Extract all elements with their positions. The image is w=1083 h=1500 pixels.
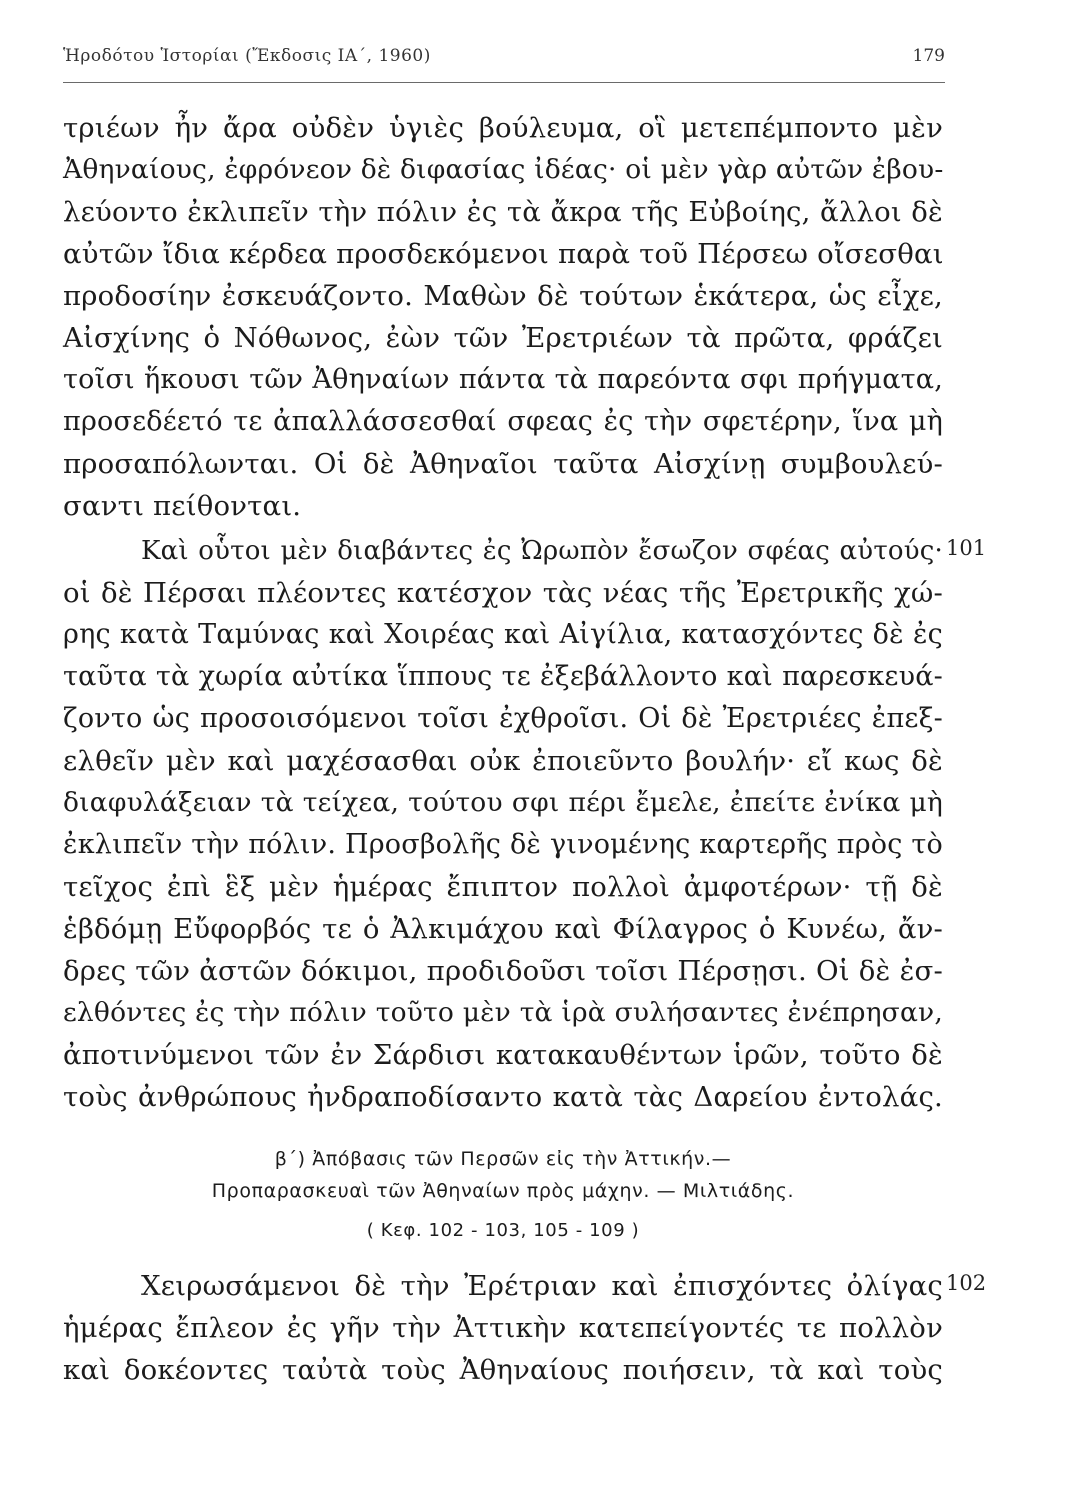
text-line: ταῦτα τὰ χωρία αὐτίκα ἵππους τε ἐξεβάλλοντο καὶ παρεσκευά- xyxy=(63,661,943,692)
text-line: οἱ δὲ Πέρσαι πλέοντες κατέσχον τὰς νέας τῆς Ἐρετρικῆς χώ- xyxy=(63,577,943,609)
text-line: Ἀθηναίους, ἐφρόνεον δὲ διφασίας ἰδέας· οἱ μὲν γὰρ αὐτῶν ἐβου- xyxy=(63,154,944,185)
text-line: αὐτῶν ἴδια κέρδεα προσδεκόμενοι παρὰ τοῦ Πέρσεω οἴσεσθαι xyxy=(63,238,944,270)
text-line: διαφυλάξειαν τὰ τείχεα, τούτου σφι πέρι ἔμελε, ἐπείτε ἐνίκα μὴ xyxy=(63,787,943,818)
text-line: Καὶ οὗτοι μὲν διαβάντες ἐς Ὠρωπὸν ἔσωζον σφέας αὐτούς· xyxy=(141,536,943,566)
text-line: ἐκλιπεῖν τὴν πόλιν. Προσβολῆς δὲ γινομένης καρτερῆς πρὸς τὸ xyxy=(63,829,943,860)
text-line: καὶ δοκέοντες ταὐτὰ τοὺς Ἀθηναίους ποιήσειν, τὰ καὶ τοὺς xyxy=(63,1354,943,1386)
running-title: Ἡροδότου Ἱστορίαι (Ἔκδοσις ΙΑ΄, 1960) xyxy=(63,46,431,66)
section-chapters: ( Κεφ. 102 - 103, 105 - 109 ) xyxy=(366,1220,640,1241)
text-line: ελθεῖν μὲν καὶ μαχέσασθαι οὐκ ἐποιεῦντο βουλήν· εἴ κως δὲ xyxy=(63,745,943,777)
text-line: λεύοντο ἐκλιπεῖν τὴν πόλιν ἐς τὰ ἄκρα τῆς Εὐβοίης, ἄλλοι δὲ xyxy=(63,196,943,228)
margin-chapter-number: 102 xyxy=(946,1271,987,1295)
text-line: ελθόντες ἐς τὴν πόλιν τοῦτο μὲν τὰ ἱρὰ συλήσαντες ἐνέπρησαν, xyxy=(63,997,943,1028)
text-line: ἡμέρας ἔπλεον ἐς γῆν τὴν Ἀττικὴν κατεπείγοντές τε πολλὸν xyxy=(63,1312,943,1344)
text-line: δρες τῶν ἀστῶν δόκιμοι, προδιδοῦσι τοῖσι Πέρσῃσι. Οἱ δὲ ἐσ- xyxy=(63,955,943,987)
text-line: τοὺς ἀνθρώπους ἠνδραποδίσαντο κατὰ τὰς Δαρείου ἐντολάς. xyxy=(63,1081,943,1113)
text-line: σαντι πείθονται. xyxy=(63,490,302,522)
text-line: προσαπόλωνται. Οἱ δὲ Ἀθηναῖοι ταῦτα Αἰσχίνῃ συμβουλεύ- xyxy=(63,448,943,480)
text-line: τριέων ἦν ἄρα οὐδὲν ὑγιὲς βούλευμα, οἳ μετεπέμποντο μὲν xyxy=(63,112,943,144)
section-heading-line-2: Προπαρασκευαὶ τῶν Ἀθηναίων πρὸς μάχην. — Μιλτιάδης. xyxy=(211,1180,795,1202)
page-number: 179 xyxy=(912,46,945,66)
text-line: ἑβδόμῃ Εὔφορβός τε ὁ Ἀλκιμάχου καὶ Φίλαγρος ὁ Κυνέω, ἄν- xyxy=(63,913,943,945)
margin-chapter-number: 101 xyxy=(946,536,987,560)
text-line: προδοσίην ἐσκευάζοντο. Μαθὼν δὲ τούτων ἑκάτερα, ὡς εἶχε, xyxy=(63,280,943,312)
text-line: ρης κατὰ Ταμύνας καὶ Χοιρέας καὶ Αἰγίλια, κατασχόντες δὲ ἐς xyxy=(63,619,943,650)
text-line: τοῖσι ἥκουσι τῶν Ἀθηναίων πάντα τὰ παρεόντα σφι πρήγματα, xyxy=(63,364,943,395)
text-line: ζοντο ὡς προσοισόμενοι τοῖσι ἐχθροῖσι. Οἱ δὲ Ἐρετριέες ἐπεξ- xyxy=(63,703,943,734)
text-line: Χειρωσάμενοι δὲ τὴν Ἐρέτριαν καὶ ἐπισχόντες ὀλίγας xyxy=(141,1270,943,1302)
text-line: Αἰσχίνης ὁ Νόθωνος, ἐὼν τῶν Ἐρετριέων τὰ πρῶτα, φράζει xyxy=(63,322,943,354)
text-line: προσεδέετό τε ἀπαλλάσσεσθαί σφεας ἐς τὴν σφετέρην, ἵνα μὴ xyxy=(63,406,943,437)
running-header xyxy=(63,46,945,83)
text-line: ἀποτινύμενοι τῶν ἐν Σάρδισι κατακαυθέντων ἱρῶν, τοῦτο δὲ xyxy=(63,1039,943,1071)
section-heading-line-1: β΄) Ἀπόβασις τῶν Περσῶν εἰς τὴν Ἀττικήν.— xyxy=(274,1148,732,1170)
text-line: τεῖχος ἐπὶ ἓξ μὲν ἡμέρας ἔπιπτον πολλοὶ ἀμφοτέρων· τῇ δὲ xyxy=(63,871,943,903)
